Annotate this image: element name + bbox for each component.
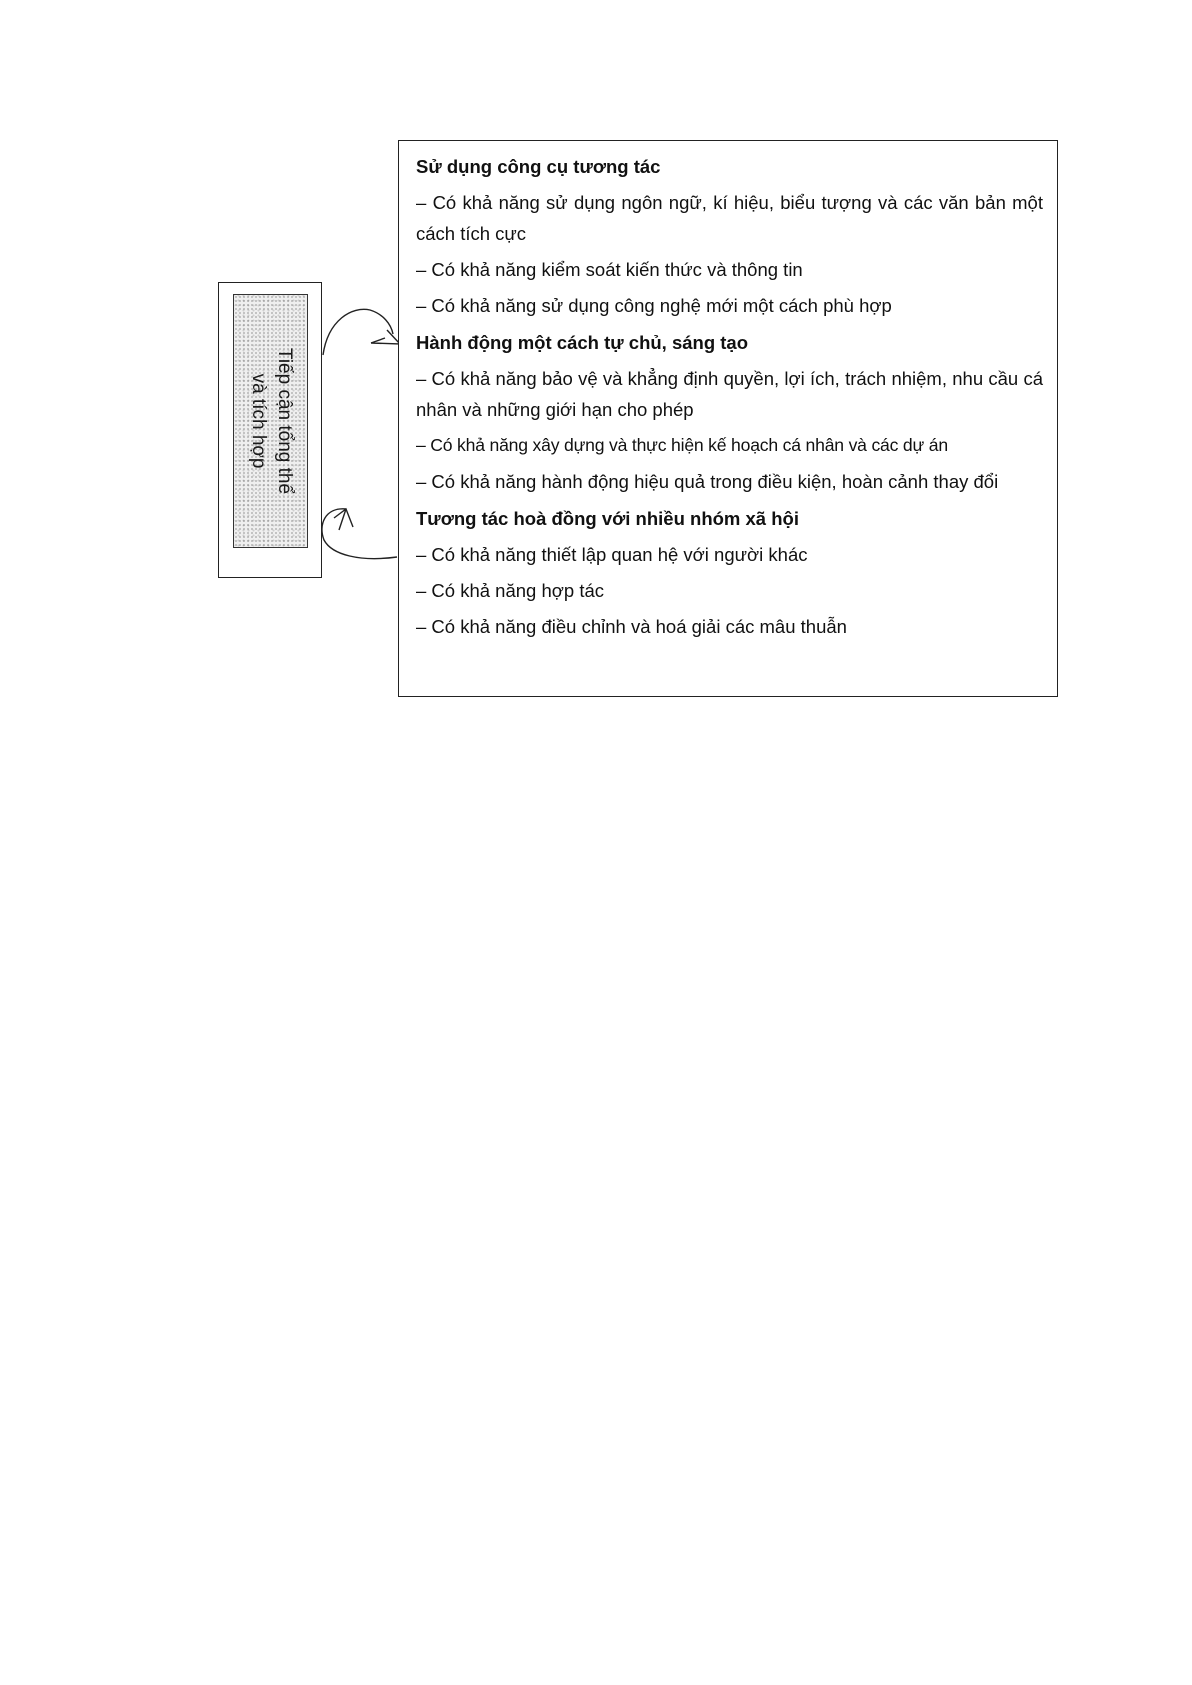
approach-label-line-1: Tiếp cận tổng thể xyxy=(273,347,295,495)
bottom-arrow-head xyxy=(334,509,353,530)
competencies-box xyxy=(398,140,1058,697)
list-item: – Có khả năng kiểm soát kiến thức và thông tin xyxy=(416,259,803,280)
list-item: – Có khả năng xây dựng và thực hiện kế hoạch cá nhân và các dự án xyxy=(416,435,948,455)
list-item: – Có khả năng sử dụng công nghệ mới một cách phù hợp xyxy=(416,295,892,316)
bottom-curved-arrow xyxy=(322,509,397,559)
section-title: Hành động một cách tự chủ, sáng tạo xyxy=(416,332,749,353)
approach-label-line-2: và tích hợp xyxy=(247,373,269,469)
section-title: Tương tác hoà đồng với nhiều nhóm xã hội xyxy=(416,508,799,529)
list-item: – Có khả năng thiết lập quan hệ với người khác xyxy=(416,544,808,565)
list-item: – Có khả năng hợp tác xyxy=(416,580,605,601)
list-item: – Có khả năng sử dụng ngôn ngữ, kí hiệu, biểu tượng và các văn bản một cách tích cực xyxy=(416,192,1043,244)
top-curved-arrow xyxy=(323,309,393,355)
section-title: Sử dụng công cụ tương tác xyxy=(416,156,661,177)
list-item: – Có khả năng hành động hiệu quả trong điều kiện, hoàn cảnh thay đổi xyxy=(416,471,999,492)
list-item: – Có khả năng bảo vệ và khẳng định quyền, lợi ích, trách nhiệm, nhu cầu cá nhân và những giới hạn cho phép xyxy=(416,368,1043,420)
list-item: – Có khả năng điều chỉnh và hoá giải các mâu thuẫn xyxy=(416,616,847,637)
top-arrow-head xyxy=(371,330,400,344)
